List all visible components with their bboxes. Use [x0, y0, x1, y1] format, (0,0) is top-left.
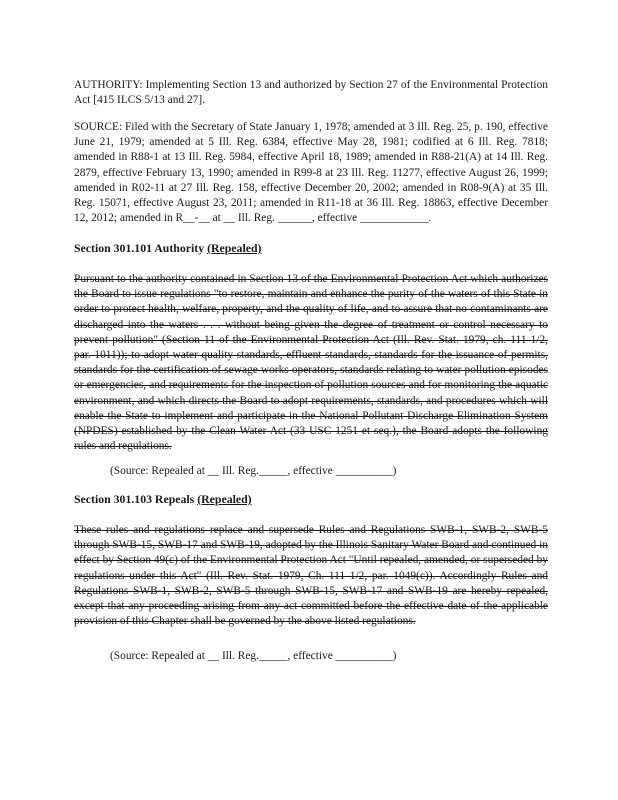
section-301-101-struck-text: Pursuant to the authority contained in Section 13 of the Environmental Protection Act which authorizes the Board to issue regulations "to restore, maintain and enhance the purity of the waters of this State in order to protect health, welfare, property, and the quality of life, and to assure that no contaminants are discharged into the waters . . . without being given the degree of treatment or control necessary to prevent pollution" (Section 11 of the Environmental Protection Act (Ill. Rev. Stat. 1979, ch. 111 1/2, par. 1011)); to adopt water quality standards, effluent standards, standards for the issuance of permits, standards for the certification of sewage works operators, standards relating to water pollution episodes or emergencies, and requirements for the inspection of pollution sources and for monitoring the aquatic environment, and which directs the Board to adopt requirements, standards, and procedures which will enable the State to implement and participate in the National Pollutant Discharge Elimination System (NPDES) established by the Clean Water Act (33 USC 1251 et seq.), the Board adopts the following rules and regulations. — [74, 273, 548, 453]
authority-paragraph: AUTHORITY: Implementing Section 13 and authorized by Section 27 of the Environmental Protection Act [415 ILCS 5/13 and 27]. — [74, 79, 548, 107]
repealed-label: (Repealed) — [197, 492, 252, 506]
section-title: Section 301.101 Authority — [74, 241, 205, 255]
repealed-label: (Repealed) — [207, 241, 262, 255]
source-paragraph: SOURCE: Filed with the Secretary of State January 1, 1978; amended at 3 Ill. Reg. 25, p. 190, effective June 21, 1979; amended at 5 Ill. Reg. 6384, effective May 28, 1981; codified at 6 Ill. Reg. 7818; amended in R88-1 at 13 Ill. Reg. 5984, effective April 18, 1989; amended in R88-21(A) at 14 Ill. Reg. 2879, effective February 13, 1990; amended in R99-8 at 23 Ill. Reg. 11277, effective August 26, 1999; amended in R02-11 at 27 Ill. Reg. 158, effective December 20, 2002; amended in R08-9(A) at 35 Ill. Reg. 15071, effective August 23, 2011; amended in R11-18 at 36 Ill. Reg. 18863, effective December 12, 2012; amended in R__-__ at __ Ill. Reg. ______, effective ____________. — [74, 121, 548, 225]
section-301-101-source-note: (Source: Repealed at __ Ill. Reg._____, effective __________) — [110, 465, 397, 477]
section-301-103-source-note: (Source: Repealed at __ Ill. Reg._____, effective __________) — [110, 650, 397, 662]
section-301-103-struck-text: These rules and regulations replace and supersede Rules and Regulations SWB-1, SWB-2, SWB-5 through SWB-15, SWB-17 and SWB-19, adopted by the Illinois Sanitary Water Board and continued in effect by Section 49(c) of the Environmental Protection Act "Until repealed, amended, or superseded by regulations under this Act" (Ill. Rev. Stat. 1979, Ch. 111 1/2, par. 1049(c)). Accordingly Rules and Regulations SWB-1, SWB-2, SWB-5 through SWB-15, SWB-17 and SWB-19 are hereby repealed, except that any proceeding arising from any act committed before the effective date of the applicable provision of this Chapter shall be governed by the above listed regulations. — [74, 524, 548, 628]
section-301-101-heading — [74, 241, 261, 256]
section-title: Section 301.103 Repeals — [74, 492, 195, 506]
section-301-103-heading — [74, 492, 252, 507]
